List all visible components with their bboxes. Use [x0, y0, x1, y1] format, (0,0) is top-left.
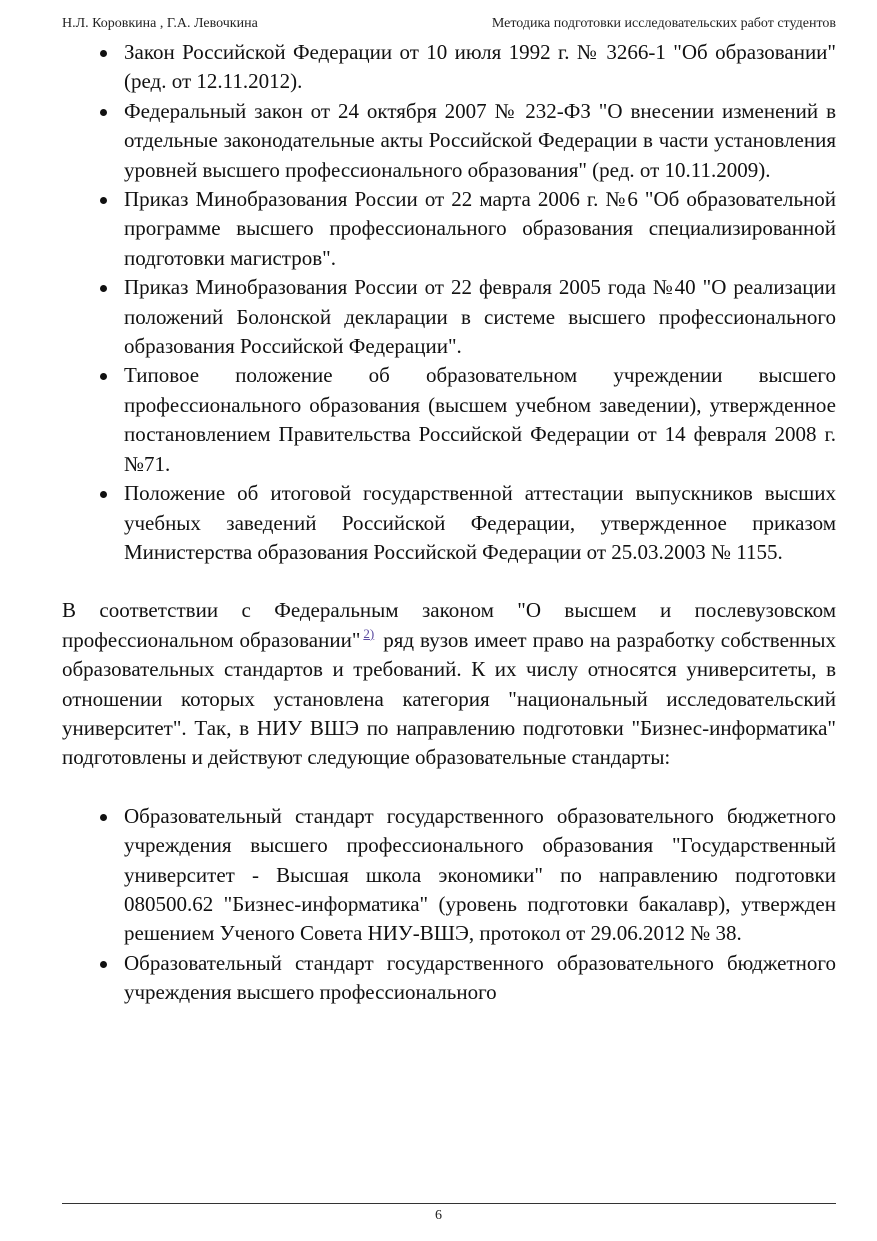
spacer: [62, 773, 836, 802]
footnote-link[interactable]: 2): [363, 625, 375, 641]
list-item: Образовательный стандарт государственного образовательного бюджетного учреждения высшего профессионального образования "Государственный университет - Высшая школа экономики" по направлению подготовки 080500.62 "Бизнес-информатика" (уровень подготовки бакалавр), утвержден решением Ученого Совета НИУ-ВШЭ, протокол от 29.06.2012 № 38.: [62, 802, 836, 949]
header-title: Методика подготовки исследовательских работ студентов: [491, 16, 836, 31]
footer-divider: [62, 1203, 836, 1204]
page-header: [62, 14, 836, 34]
list-item: Закон Российской Федерации от 10 июля 1992 г. № 3266-1 "Об образовании" (ред. от 12.11.2012).: [62, 38, 836, 97]
body-paragraph: [62, 596, 836, 772]
header-authors: Н.Л. Коровкина , Г.А. Левочкина: [62, 16, 258, 31]
paragraph-text-end: ряд вузов имеет право на разработку собственных образовательных стандартов и требований. К их числу относятся университеты, в отношении которых установлена категория "национальный исследовательский университет". Так, в НИУ ВШЭ по направлению подготовки "Бизнес-информатика" подготовлены и действуют следующие образовательные стандарты:: [62, 627, 836, 770]
standards-list: [62, 802, 836, 1008]
list-item: Типовое положение об образовательном учреждении высшего профессионального образования (высшем учебном заведении), утвержденное постановлением Правительства Российской Федерации от 14 февраля 2008 г. №71.: [62, 361, 836, 479]
paragraph-text-start: В соответствии с Федеральным законом "О высшем и послевузовском профессиональном образовании": [62, 598, 836, 652]
list-item: Приказ Минобразования России от 22 марта 2006 г. №6 "Об образовательной программе высшего профессионального образования специализированной подготовки магистров".: [62, 185, 836, 273]
list-item: Приказ Минобразования России от 22 февраля 2005 года №40 "О реализации положений Болонской декларации в системе высшего профессионального образования Российской Федерации".: [62, 273, 836, 361]
list-item: Образовательный стандарт государственного образовательного бюджетного учреждения высшего профессионального: [62, 949, 836, 1008]
document-body: [62, 38, 836, 1008]
spacer: [62, 567, 836, 596]
list-item: Федеральный закон от 24 октября 2007 № 232-ФЗ "О внесении изменений в отдельные законодательные акты Российской Федерации в части установления уровней высшего профессионального образования" (ред. от 10.11.2009).: [62, 97, 836, 185]
list-item: Положение об итоговой государственной аттестации выпускников высших учебных заведений Российской Федерации, утвержденное приказом Министерства образования Российской Федерации от 25.03.2003 № 1155.: [62, 479, 836, 567]
page-number: 6: [435, 1208, 442, 1223]
legal-acts-list: [62, 38, 836, 567]
